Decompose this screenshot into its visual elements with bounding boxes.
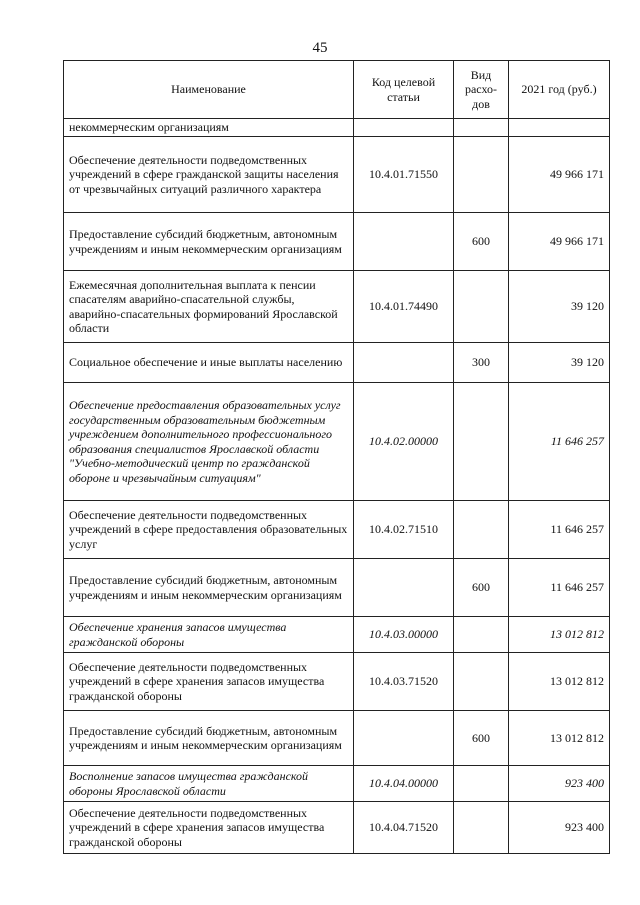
row-name: Обеспечение деятельности подведомственных учреждений в сфере хранения запасов имущества гражданской обороны	[64, 802, 354, 854]
table-row	[64, 343, 610, 383]
row-code: 10.4.01.74490	[354, 271, 454, 343]
row-type: 600	[454, 711, 509, 766]
row-type	[454, 119, 509, 137]
row-type	[454, 802, 509, 854]
header-code: Код целевой статьи	[354, 61, 454, 119]
row-amount: 13 012 812	[509, 617, 610, 653]
table-header-row	[64, 61, 610, 119]
row-name: Предоставление субсидий бюджетным, автономным учреждениям и иным некоммерческим организациям	[64, 559, 354, 617]
row-amount: 11 646 257	[509, 559, 610, 617]
header-type: Вид расхо-дов	[454, 61, 509, 119]
row-name: Обеспечение деятельности подведомственных учреждений в сфере предоставления образовательных услуг	[64, 501, 354, 559]
row-amount: 49 966 171	[509, 213, 610, 271]
table-row	[64, 766, 610, 802]
row-code: 10.4.03.71520	[354, 653, 454, 711]
row-code: 10.4.02.71510	[354, 501, 454, 559]
header-amount: 2021 год (руб.)	[509, 61, 610, 119]
row-name: Обеспечение хранения запасов имущества гражданской обороны	[64, 617, 354, 653]
row-code: 10.4.04.00000	[354, 766, 454, 802]
row-amount: 11 646 257	[509, 501, 610, 559]
row-type	[454, 383, 509, 501]
row-name: Предоставление субсидий бюджетным, автономным учреждениям и иным некоммерческим организациям	[64, 213, 354, 271]
table-row	[64, 501, 610, 559]
row-amount	[509, 119, 610, 137]
row-amount: 13 012 812	[509, 711, 610, 766]
row-name: Обеспечение деятельности подведомственных учреждений в сфере гражданской защиты населения от чрезвычайных ситуаций различного характера	[64, 137, 354, 213]
row-name: некоммерческим организациям	[64, 119, 354, 137]
budget-table	[63, 60, 610, 854]
row-code	[354, 559, 454, 617]
table-row	[64, 559, 610, 617]
row-type	[454, 766, 509, 802]
row-amount: 13 012 812	[509, 653, 610, 711]
table-row	[64, 711, 610, 766]
row-type	[454, 271, 509, 343]
table-row	[64, 383, 610, 501]
row-code	[354, 343, 454, 383]
row-amount: 49 966 171	[509, 137, 610, 213]
row-type: 600	[454, 213, 509, 271]
header-name: Наименование	[64, 61, 354, 119]
row-code	[354, 213, 454, 271]
table-row	[64, 213, 610, 271]
row-name: Предоставление субсидий бюджетным, автономным учреждениям и иным некоммерческим организациям	[64, 711, 354, 766]
table-row	[64, 137, 610, 213]
row-amount: 923 400	[509, 802, 610, 854]
row-code: 10.4.03.00000	[354, 617, 454, 653]
table-row	[64, 271, 610, 343]
row-type: 300	[454, 343, 509, 383]
row-type	[454, 501, 509, 559]
row-name: Обеспечение предоставления образовательных услуг государственным образовательным бюджетным учреждением дополнительного профессионального образования специалистов Ярославской области "Учебно-методический центр по гражданской обороне и чрезвычайным ситуациям"	[64, 383, 354, 501]
row-amount: 39 120	[509, 343, 610, 383]
table-row	[64, 617, 610, 653]
row-name: Восполнение запасов имущества гражданской обороны Ярославской области	[64, 766, 354, 802]
row-name: Ежемесячная дополнительная выплата к пенсии спасателям аварийно-спасательной службы, аварийно-спасательных формирований Ярославской области	[64, 271, 354, 343]
row-type: 600	[454, 559, 509, 617]
table-row	[64, 802, 610, 854]
row-name: Социальное обеспечение и иные выплаты населению	[64, 343, 354, 383]
row-type	[454, 617, 509, 653]
table-row	[64, 653, 610, 711]
row-code	[354, 119, 454, 137]
row-amount: 923 400	[509, 766, 610, 802]
row-amount: 39 120	[509, 271, 610, 343]
table-row	[64, 119, 610, 137]
row-type	[454, 653, 509, 711]
row-code: 10.4.04.71520	[354, 802, 454, 854]
row-name: Обеспечение деятельности подведомственных учреждений в сфере хранения запасов имущества гражданской обороны	[64, 653, 354, 711]
row-amount: 11 646 257	[509, 383, 610, 501]
row-code: 10.4.01.71550	[354, 137, 454, 213]
page-number: 45	[312, 40, 328, 56]
row-code: 10.4.02.00000	[354, 383, 454, 501]
row-code	[354, 711, 454, 766]
row-type	[454, 137, 509, 213]
